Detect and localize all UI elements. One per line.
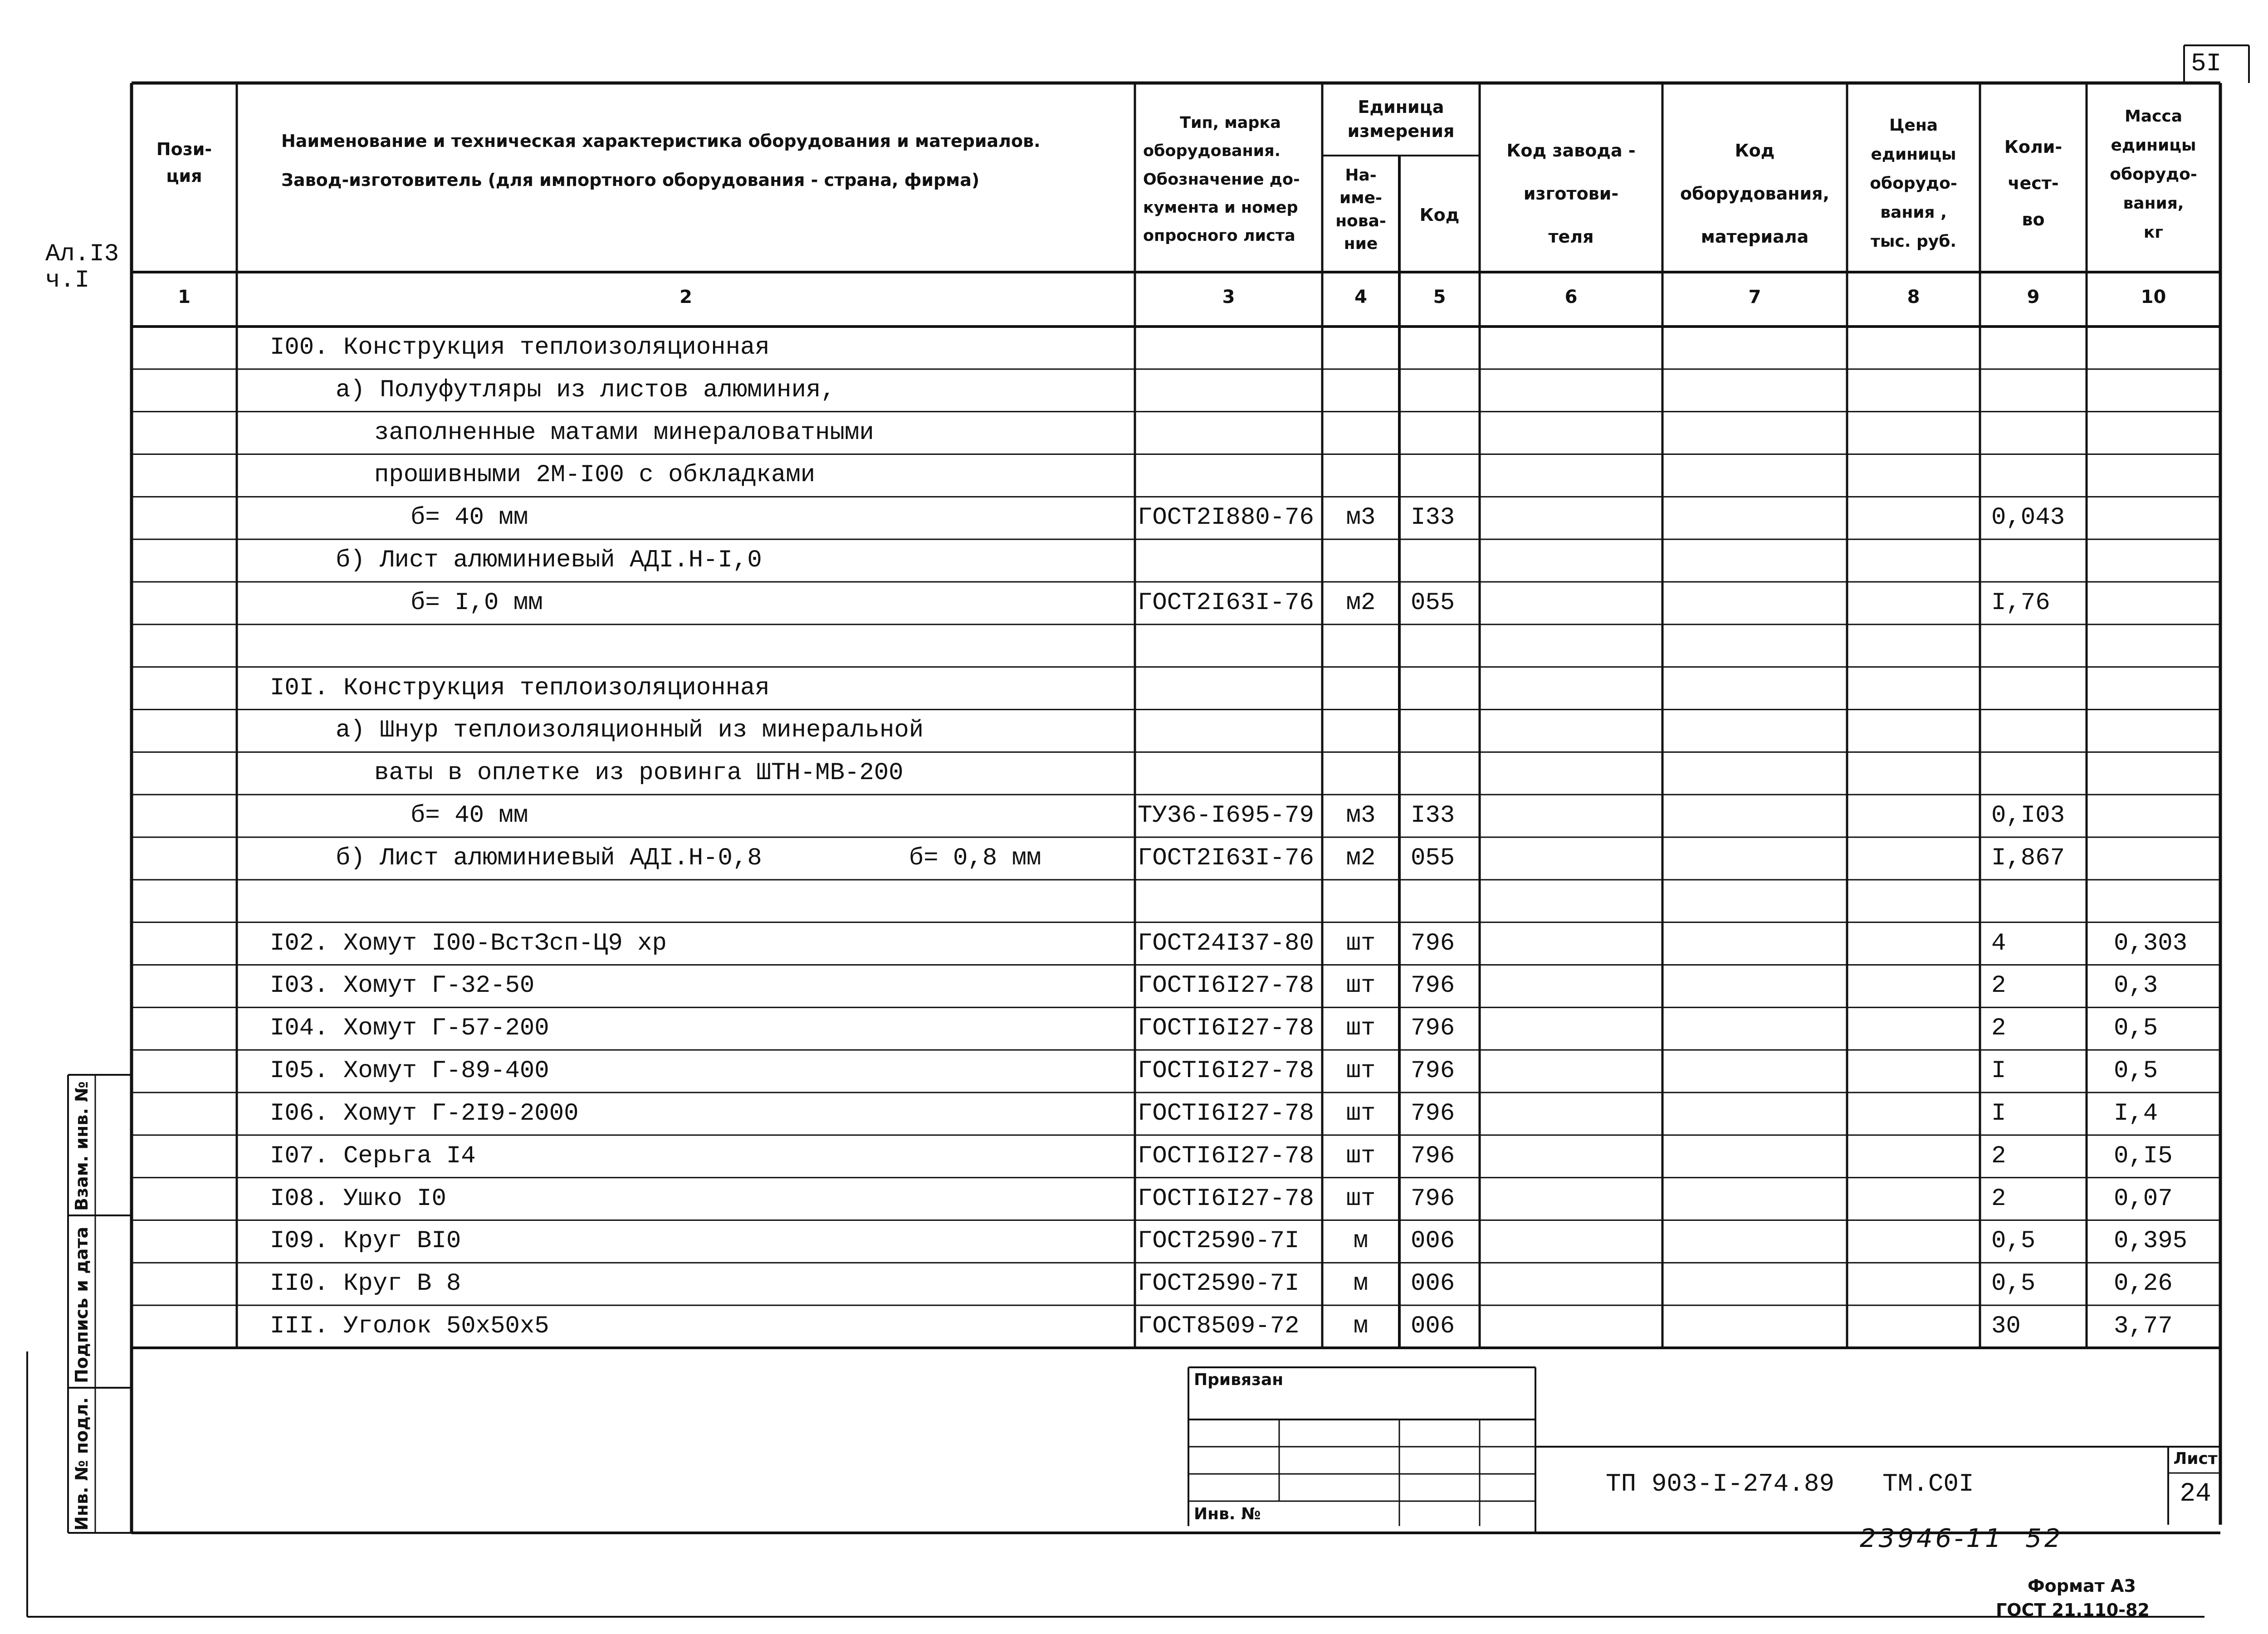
row-document: ГОСТ8509-72 (1138, 1312, 1300, 1340)
row-unit: шт (1346, 1142, 1376, 1170)
row-unit-code: I33 (1411, 802, 1455, 829)
row-unit-code: 055 (1411, 844, 1455, 872)
row-document: ГОСТI6I27-78 (1138, 1015, 1314, 1043)
row-unit: шт (1346, 1057, 1376, 1085)
row-mass: 0,5 (2114, 1057, 2158, 1085)
row-unit: м (1353, 1270, 1369, 1298)
row-name: б) Лист алюминиевый АДI.Н-I,0 (336, 546, 762, 574)
row-unit-code: 006 (1411, 1227, 1455, 1255)
row-name: б) Лист алюминиевый АДI.Н-0,8 б= 0,8 мм (336, 844, 1041, 872)
row-document: ГОСТ2590-7I (1138, 1227, 1300, 1255)
row-name: б= 40 мм (411, 802, 528, 829)
column-number: 9 (2027, 287, 2040, 307)
row-unit: шт (1346, 1099, 1376, 1127)
row-unit: шт (1346, 1015, 1376, 1043)
row-document: ГОСТ2I63I-76 (1138, 589, 1314, 617)
gost-label: ГОСТ 21.110-82 (1996, 1600, 2150, 1620)
row-quantity: 2 (1991, 1142, 2006, 1170)
row-document: ГОСТI6I27-78 (1138, 1057, 1314, 1085)
row-unit: шт (1346, 972, 1376, 1000)
row-unit-code: 796 (1411, 1015, 1455, 1043)
row-name: III. Уголок 50х50х5 (270, 1312, 549, 1340)
row-quantity: 0,I03 (1991, 802, 2065, 829)
row-name: I03. Хомут Г-32-50 (270, 972, 535, 1000)
row-quantity: I,76 (1991, 589, 2050, 617)
header-unit-group: Единица измерения (1347, 97, 1455, 141)
header-equipment-code: Код оборудования, материала (1680, 141, 1829, 247)
row-document: ГОСТI6I27-78 (1138, 1099, 1314, 1127)
row-name: а) Полуфутляры из листов алюминия, (336, 376, 836, 404)
row-document: ГОСТ24I37-80 (1138, 929, 1314, 957)
column-number: 3 (1222, 287, 1235, 307)
row-unit-code: 796 (1411, 1099, 1455, 1127)
row-unit-code: 796 (1411, 1185, 1455, 1213)
row-document: ТУ36-I695-79 (1138, 802, 1314, 829)
column-number: 4 (1354, 287, 1367, 307)
row-name: II0. Круг В 8 (270, 1270, 461, 1298)
row-document: ГОСТ2I63I-76 (1138, 844, 1314, 872)
header-name: Наименование и техническая характеристика оборудования и материалов. Завод-изготовитель (для импортного оборудования - страна, фирма) (281, 131, 1041, 190)
stamp-designation: ТП 903-I-274.89 (1606, 1469, 1835, 1498)
row-mass: 0,3 (2114, 972, 2158, 1000)
stamp-sheet-label: Лист (2173, 1449, 2218, 1468)
row-quantity: 30 (1991, 1312, 2021, 1340)
row-unit: м (1353, 1312, 1369, 1340)
header-factory-code: Код завода - изготови- теля (1506, 141, 1636, 247)
row-unit: м3 (1346, 504, 1376, 532)
column-number: 7 (1748, 287, 1761, 307)
row-name: I09. Круг BI0 (270, 1227, 461, 1255)
row-unit-code: 796 (1411, 972, 1455, 1000)
row-mass: 0,303 (2114, 929, 2188, 957)
row-quantity: 0,5 (1991, 1270, 2036, 1298)
row-unit-code: I33 (1411, 504, 1455, 532)
row-name: I05. Хомут Г-89-400 (270, 1057, 549, 1085)
header-mass: Масса единицы оборудо- вания, кг (2110, 107, 2197, 242)
row-quantity: 0,043 (1991, 504, 2065, 532)
row-mass: 0,07 (2114, 1185, 2173, 1213)
stamp-inventory-label: Инв. № (1194, 1505, 1261, 1523)
stamp-sheet-number: 24 (2180, 1479, 2211, 1509)
row-name: б= I,0 мм (411, 589, 543, 617)
row-name: I00. Конструкция теплоизоляционная (270, 333, 770, 361)
header-price: Цена единицы оборудо- вания , тыс. руб. (1870, 116, 1957, 251)
row-quantity: 0,5 (1991, 1227, 2036, 1255)
page-number: 5I (2191, 49, 2222, 78)
row-unit: м2 (1346, 589, 1376, 617)
row-name: I08. Ушко I0 (270, 1185, 446, 1213)
row-quantity: 4 (1991, 929, 2006, 957)
row-quantity: I (1991, 1099, 2006, 1127)
side-label-signature-date: Подпись и дата (72, 1226, 92, 1383)
row-quantity: 2 (1991, 1185, 2006, 1213)
row-document: ГОСТI6I27-78 (1138, 972, 1314, 1000)
side-label-original-inv: Инв. № подл. (72, 1397, 92, 1531)
row-mass: 0,26 (2114, 1270, 2173, 1298)
row-unit: м2 (1346, 844, 1376, 872)
side-label-replacement-inv: Взам. инв. № (72, 1081, 92, 1211)
format-label: Формат А3 (2028, 1576, 2136, 1596)
column-number: 1 (178, 287, 191, 307)
row-unit: м3 (1346, 802, 1376, 829)
column-number: 2 (679, 287, 692, 307)
row-name: I0I. Конструкция теплоизоляционная (270, 674, 770, 702)
row-unit: шт (1346, 929, 1376, 957)
row-quantity: I (1991, 1057, 2006, 1085)
row-document: ГОСТ2590-7I (1138, 1270, 1300, 1298)
column-number: 5 (1433, 287, 1446, 307)
row-mass: 0,I5 (2114, 1142, 2173, 1170)
row-unit: м (1353, 1227, 1369, 1255)
row-quantity: 2 (1991, 1015, 2006, 1043)
row-document: ГОСТ2I880-76 (1138, 504, 1314, 532)
row-name: заполненные матами минераловатными (374, 419, 874, 447)
column-number: 6 (1564, 287, 1578, 307)
row-name: прошивными 2М-I00 с обкладками (374, 461, 816, 489)
header-unit-code: Код (1419, 205, 1460, 225)
row-unit-code: 796 (1411, 929, 1455, 957)
row-name: а) Шнур теплоизоляционный из минеральной (336, 717, 924, 745)
row-name: б= 40 мм (411, 504, 528, 532)
row-name: ваты в оплетке из ровинга ШТН-МВ-200 (374, 759, 904, 787)
header-unit-name: На- име- нова- ние (1335, 166, 1386, 254)
row-name: I07. Серьга I4 (270, 1142, 476, 1170)
row-unit-code: 006 (1411, 1312, 1455, 1340)
header-position: Пози- ция (156, 139, 212, 186)
header-quantity: Коли- чест- во (2004, 137, 2063, 229)
row-unit-code: 796 (1411, 1142, 1455, 1170)
row-mass: I,4 (2114, 1099, 2158, 1127)
stamp-mark: ТМ.С0I (1882, 1469, 1974, 1498)
row-unit-code: 006 (1411, 1270, 1455, 1298)
row-mass: 0,5 (2114, 1015, 2158, 1043)
row-quantity: I,867 (1991, 844, 2065, 872)
stamp-attached-label: Привязан (1194, 1371, 1284, 1389)
row-mass: 3,77 (2114, 1312, 2173, 1340)
row-unit: шт (1346, 1185, 1376, 1213)
column-number: 8 (1907, 287, 1920, 307)
handwritten-archive-number: 23946-11 52 (1860, 1524, 2063, 1553)
row-quantity: 2 (1991, 972, 2006, 1000)
row-unit-code: 055 (1411, 589, 1455, 617)
row-name: I04. Хомут Г-57-200 (270, 1015, 549, 1043)
row-mass: 0,395 (2114, 1227, 2188, 1255)
row-document: ГОСТI6I27-78 (1138, 1142, 1314, 1170)
row-name: I02. Хомут I00-ВстЗсп-Ц9 хр (270, 929, 667, 957)
part-ref: ч.I (45, 267, 90, 294)
row-unit-code: 796 (1411, 1057, 1455, 1085)
column-number: 10 (2141, 287, 2166, 307)
header-type: Тип, марка оборудования. Обозначение до- кумента и номер опросного листа (1143, 114, 1300, 245)
row-document: ГОСТI6I27-78 (1138, 1185, 1314, 1213)
section-ref: Ал.I3 (45, 240, 119, 268)
row-name: I06. Хомут Г-2I9-2000 (270, 1099, 579, 1127)
